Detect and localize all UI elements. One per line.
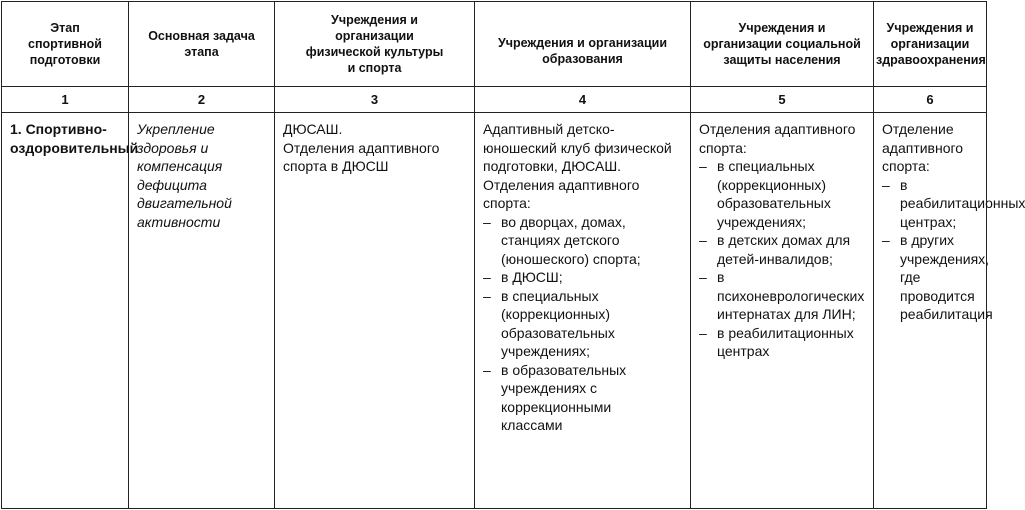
- header-task: Основная задача этапа: [148, 29, 255, 59]
- social-intro: Отделения адаптивного спорта:: [699, 121, 856, 156]
- header-cell: [275, 2, 475, 87]
- stage-cell: [2, 113, 139, 509]
- column-numbers-row: [2, 87, 987, 113]
- header-social-orgs: Учреждения и организации социальной защиты населения: [703, 21, 861, 67]
- list-item: – в образовательных учреждениях с коррекционными классами: [483, 361, 664, 435]
- stage-name: 1. Спортивно-оздоровительный: [10, 121, 139, 156]
- stage-task: Укрепление здоровья и компенсация дефицита двигательной активности: [137, 121, 232, 230]
- sport-orgs-content: [275, 113, 474, 180]
- social-list: [699, 157, 865, 361]
- sport-orgs-line: ДЮСАШ.: [283, 121, 343, 137]
- sports-stages-table: [1, 1, 1025, 509]
- sport-orgs-cell: [275, 113, 475, 509]
- header-cell: [874, 2, 987, 87]
- list-item: – во дворцах, домах, станциях детского (юношеского) спорта;: [483, 213, 664, 269]
- column-number: 1: [2, 87, 129, 113]
- table-row: [2, 113, 987, 509]
- header-cell: [129, 2, 275, 87]
- social-orgs-content: [691, 113, 873, 365]
- list-item: – в реабилитационных центрах: [699, 324, 859, 361]
- list-item: – в детских домах для детей-инвалидов;: [699, 231, 859, 268]
- education-intro: Адаптивный детско-юношеский клуб физической подготовки, ДЮСАШ.: [483, 121, 672, 174]
- header-cell: [2, 2, 129, 87]
- header-cell: [475, 2, 691, 87]
- list-item: – в ДЮСШ;: [483, 268, 664, 287]
- health-list: [882, 176, 1025, 324]
- column-number: 3: [275, 87, 475, 113]
- list-item: – в специальных (коррекционных) образовательных учреждениях;: [699, 157, 859, 231]
- health-orgs-cell: [874, 113, 1025, 509]
- list-item: – в психоневрологических интернатах для ЛИН;: [699, 268, 859, 324]
- column-number: 2: [129, 87, 275, 113]
- health-intro: Отделение адаптивного спорта:: [882, 121, 964, 174]
- education-orgs-cell: [475, 113, 691, 509]
- education-intro: Отделения адаптивного спорта:: [483, 176, 640, 211]
- health-orgs-content: [874, 113, 1025, 328]
- list-item: – в специальных (коррекционных) образовательных учреждениях;: [483, 287, 664, 361]
- sport-orgs-line: Отделения адаптивного спорта в ДЮСШ: [283, 139, 440, 174]
- header-row: [2, 2, 987, 87]
- education-list: [483, 213, 678, 435]
- header-education-orgs: Учреждения и организации образования: [497, 36, 668, 66]
- social-orgs-cell: [691, 113, 874, 509]
- header-health-orgs: Учреждения и организации здравоохранения: [876, 21, 986, 67]
- header-stage: Этап спортивной подготовки: [28, 21, 102, 67]
- list-item: – в других учреждениях, где проводится реабилитация: [882, 231, 980, 324]
- list-item: – в реабилитационных центрах;: [882, 176, 980, 232]
- column-number: 5: [691, 87, 874, 113]
- column-number: 6: [874, 87, 987, 113]
- header-sport-orgs: Учреждения и организации физической культуры и спорта: [305, 13, 444, 75]
- education-orgs-content: [475, 113, 690, 439]
- header-cell: [691, 2, 874, 87]
- task-cell: [129, 113, 275, 509]
- column-number: 4: [475, 87, 691, 113]
